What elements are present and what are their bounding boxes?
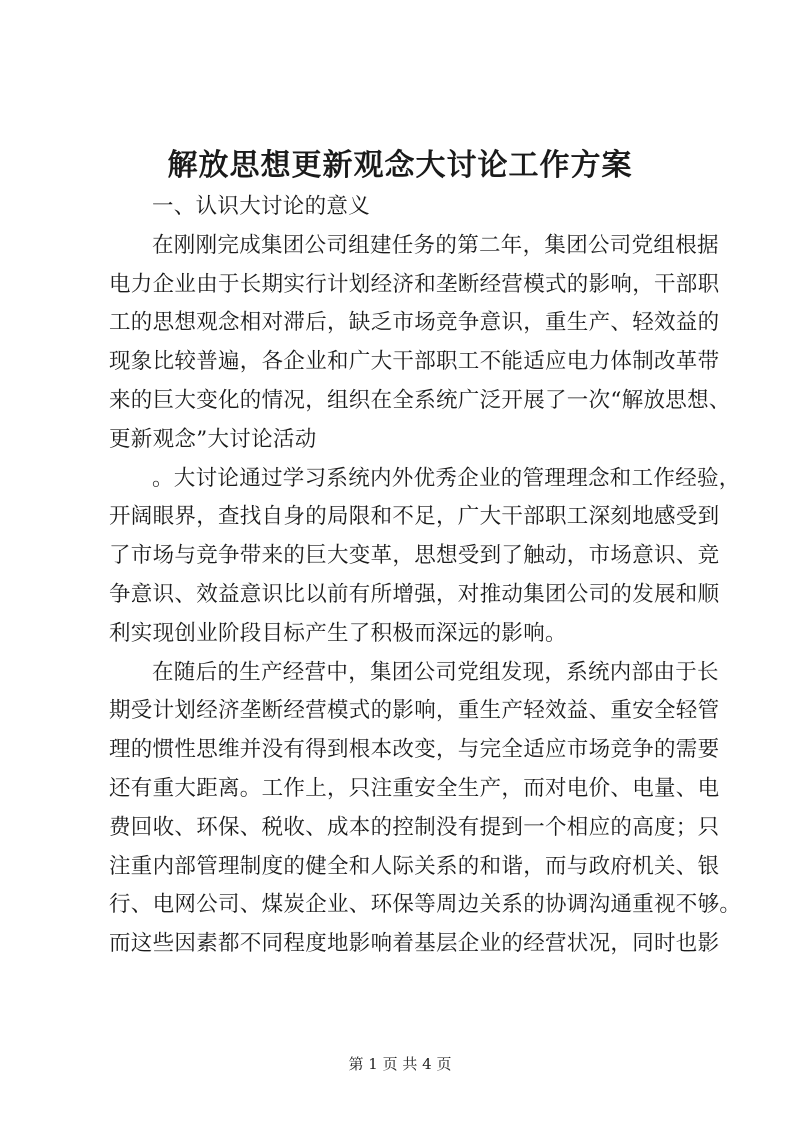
body-line: 理的惯性思维并没有得到根本改变，与完全适应市场竞争的需要: [109, 737, 720, 763]
body-line: 来的巨大变化的情况，组织在全系统广泛开展了一次“解放思想、: [109, 387, 731, 413]
document-title: 解放思想更新观念大讨论工作方案: [167, 148, 633, 183]
body-line: 期受计划经济垄断经营模式的影响，重生产轻效益、重安全轻管: [109, 698, 720, 724]
body-line: 利实现创业阶段目标产生了积极而深远的影响。: [109, 620, 567, 646]
body-line: 注重内部管理制度的健全和人际关系的和谐，而与政府机关、银: [109, 853, 720, 879]
body-line: 在刚刚完成集团公司组建任务的第二年，集团公司党组根据: [152, 232, 719, 258]
body-line: 行、电网公司、煤炭企业、环保等周边关系的协调沟通重视不够。: [109, 892, 742, 918]
body-line: 争意识、效益意识比以前有所增强，对推动集团公司的发展和顺: [109, 581, 720, 607]
body-line: 而这些因素都不同程度地影响着基层企业的经营状况，同时也影: [109, 931, 720, 957]
document-body: [109, 188, 742, 964]
body-line: 。大讨论通过学习系统内外优秀企业的管理理念和工作经验，: [152, 465, 741, 491]
body-line: 在随后的生产经营中，集团公司党组发现，系统内部由于长: [152, 659, 719, 685]
body-line: 开阔眼界，查找自身的局限和不足，广大干部职工深刻地感受到: [109, 504, 720, 530]
body-line: 费回收、环保、税收、成本的控制没有提到一个相应的高度；只: [109, 814, 720, 840]
body-line: 了市场与竞争带来的巨大变革，思想受到了触动，市场意识、竞: [109, 543, 720, 569]
body-line: 工的思想观念相对滞后，缺乏市场竞争意识，重生产、轻效益的: [109, 310, 720, 336]
body-line: 现象比较普遍，各企业和广大干部职工不能适应电力体制改革带: [109, 349, 720, 375]
body-line: 电力企业由于长期实行计划经济和垄断经营模式的影响，干部职: [109, 271, 720, 297]
section-heading: 一、认识大讨论的意义: [152, 194, 371, 219]
page-number-footer: 第 1 页 共 4 页: [348, 1055, 452, 1073]
body-line: 还有重大距离。工作上，只注重安全生产，而对电价、电量、电: [109, 775, 720, 801]
body-line: 更新观念”大讨论活动: [109, 426, 317, 452]
